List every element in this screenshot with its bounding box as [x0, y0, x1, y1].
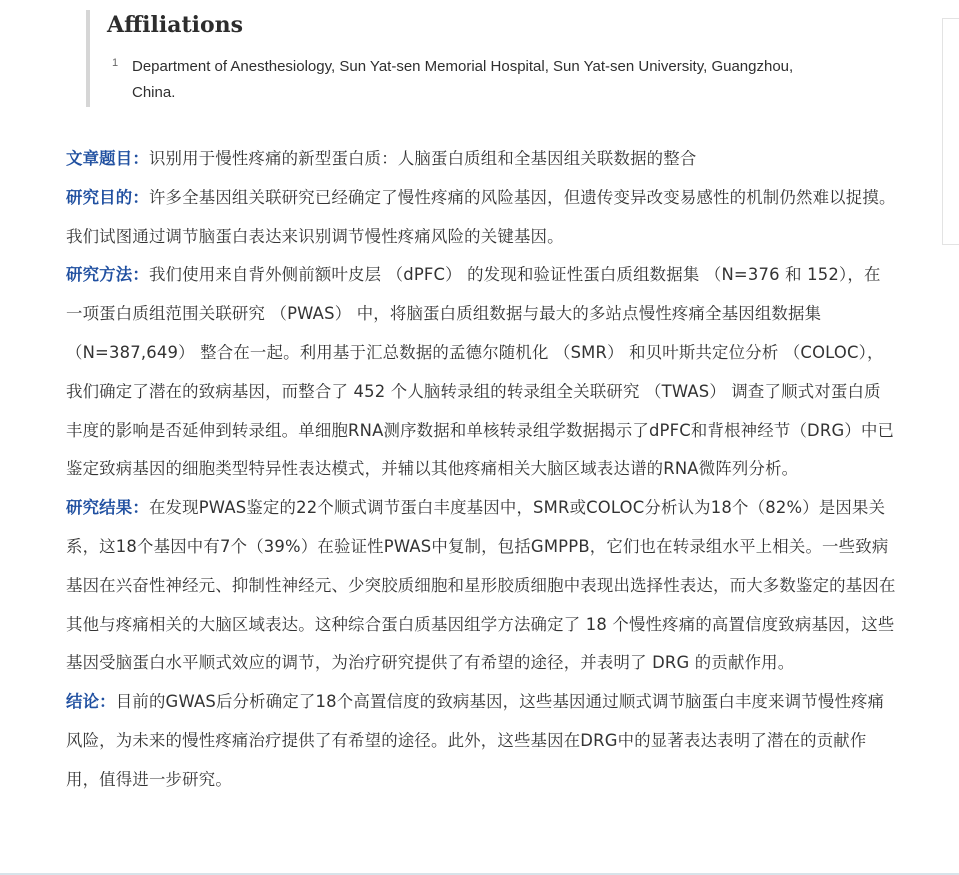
affiliation-item — [107, 54, 826, 106]
abstract-results-paragraph — [66, 489, 896, 683]
affiliation-text: Department of Anesthesiology, Sun Yat-sen Memorial Hospital, Sun Yat-sen University, Guangzhou, China. — [132, 58, 794, 101]
section-label-objective: 研究目的： — [66, 187, 149, 207]
side-panel — [942, 18, 959, 245]
abstract-title-paragraph — [66, 140, 896, 179]
section-label-conclusion: 结论： — [66, 692, 116, 712]
section-label-methods: 研究方法： — [66, 265, 149, 285]
abstract-body — [66, 140, 896, 800]
abstract-conclusion-paragraph — [66, 683, 896, 799]
abstract-objective-paragraph — [66, 179, 896, 257]
section-text-results: 在发现PWAS鉴定的22个顺式调节蛋白丰度基因中，SMR或COLOC分析认为18个（82%）是因果关系，这18个基因中有7个（39%）在验证性PWAS中复制，包括GMPPB，它们也在转录组水平上相关。一些致病基因在兴奋性神经元、抑制性神经元、少突胶质细胞和星形胶质细胞中表现出选择性表达，而大多数鉴定的基因在其他与疼痛相关的大脑区域表达。这种综合蛋白质基因组学方法确定了 18 个慢性疼痛的高置信度致病基因，这些基因受脑蛋白水平顺式效应的调节，为治疗研究提供了有希望的途径，并表明了 DRG 的贡献作用。 — [66, 498, 896, 673]
abstract-methods-paragraph — [66, 256, 896, 489]
section-text-methods: 我们使用来自背外侧前额叶皮层 （dPFC） 的发现和验证性蛋白质组数据集 （N=376 和 152），在一项蛋白质组范围关联研究 （PWAS） 中，将脑蛋白质组数据与最大的多站点慢性疼痛全基因组数据集 （N=387,649） 整合在一起。利用基于汇总数据的孟德尔随机化 （SMR） 和贝叶斯共定位分析 （COLOC），我们确定了潜在的致病基因，而整合了 452 个人脑转录组的转录组全关联研究 （TWAS） 调查了顺式对蛋白质丰度的影响是否延伸到转录组。单细胞RNA测序数据和单核转录组学数据揭示了dPFC和背根神经节（DRG）中已鉴定致病基因的细胞类型特异性表达模式，并辅以其他疼痛相关大脑区域表达谱的RNA微阵列分析。 — [66, 265, 895, 479]
section-label-results: 研究结果： — [66, 498, 149, 518]
affiliations-heading: Affiliations — [107, 12, 244, 38]
affiliations-section — [86, 10, 826, 107]
section-text-conclusion: 目前的GWAS后分析确定了18个高置信度的致病基因，这些基因通过顺式调节脑蛋白丰度来调节慢性疼痛风险，为未来的慢性疼痛治疗提供了有希望的途径。此外，这些基因在DRG中的显著表达表明了潜在的贡献作用，值得进一步研究。 — [66, 692, 885, 789]
section-text-title: 识别用于慢性疼痛的新型蛋白质：人脑蛋白质组和全基因组关联数据的整合 — [148, 149, 697, 168]
affiliation-number: 1 — [112, 57, 119, 69]
section-label-title: 文章题目： — [66, 149, 149, 168]
section-text-objective: 许多全基因组关联研究已经确定了慢性疼痛的风险基因，但遗传变异改变易感性的机制仍然难以捉摸。我们试图通过调节脑蛋白表达来识别调节慢性疼痛风险的关键基因。 — [66, 187, 896, 246]
